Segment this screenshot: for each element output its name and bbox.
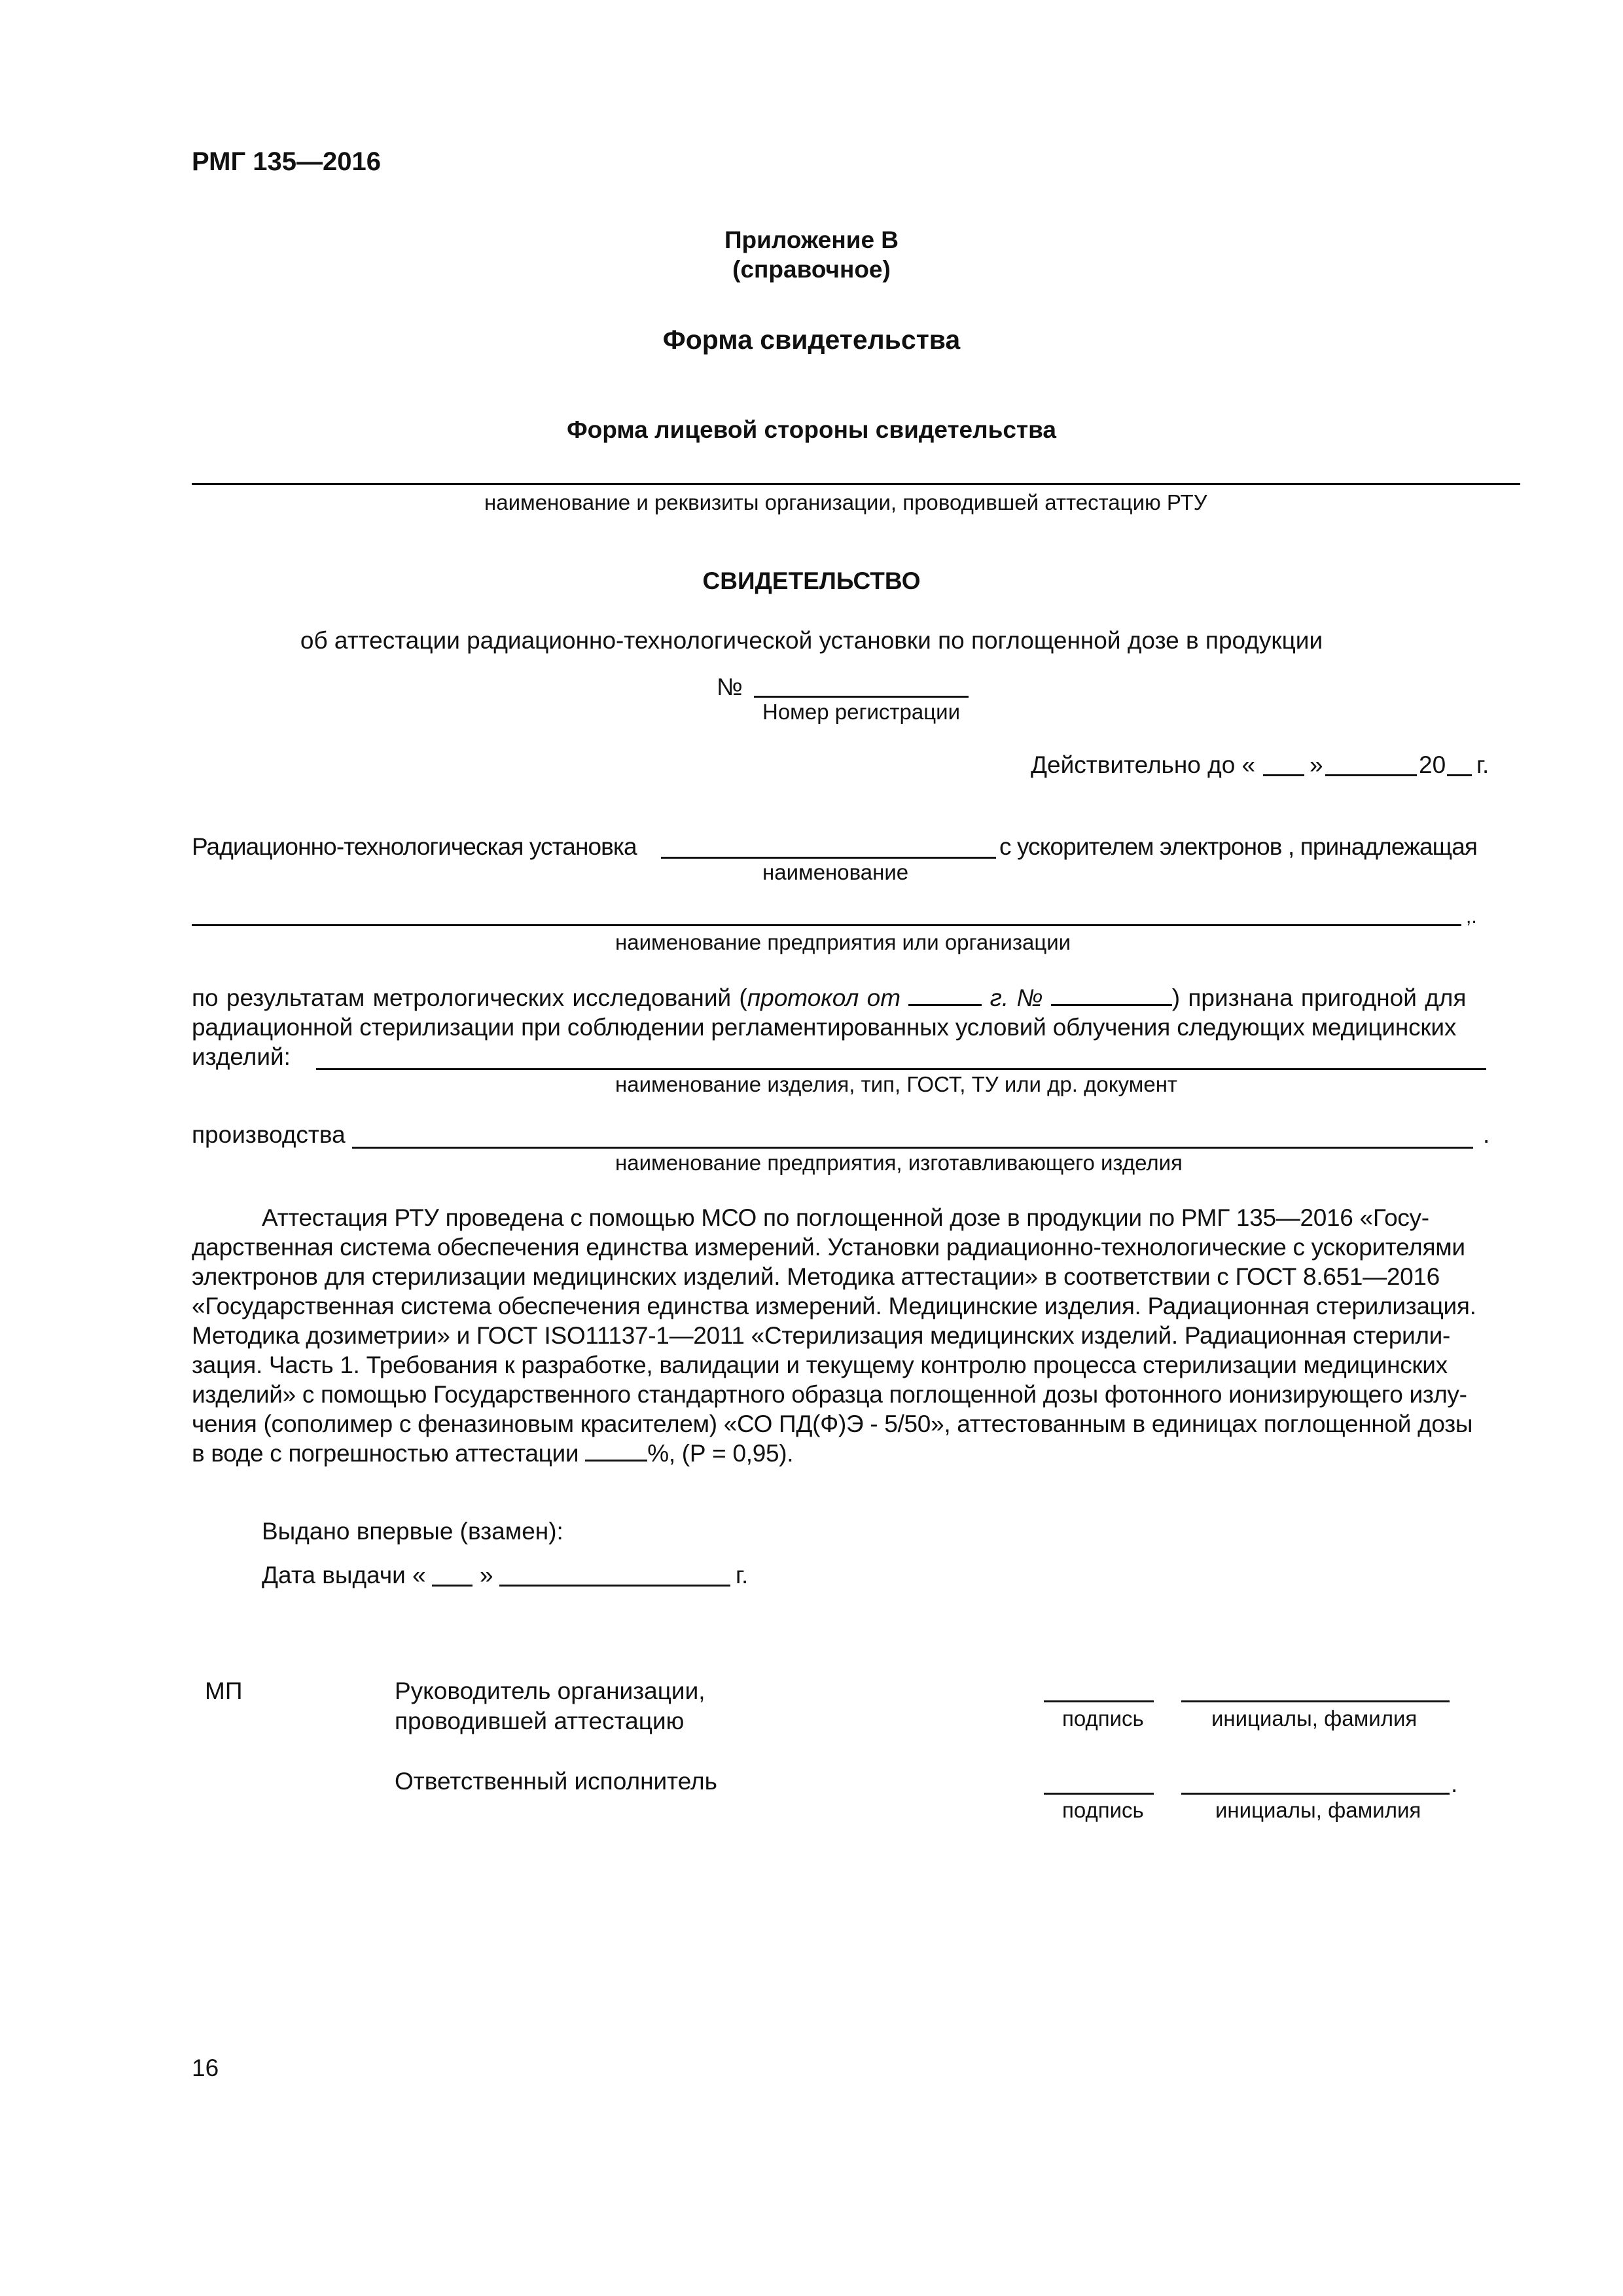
production-label: производства [192,1121,346,1148]
head-signature-caption: подпись [1062,1706,1144,1731]
attestation-line-6: зация. Часть 1. Требования к разработке, валидации и текущему контролю процесса стерилизации медицинских [192,1352,1448,1378]
attestation-line-3: электронов для стерилизации медицинских изделий. Методика аттестации» в соответствии с ГОСТ 8.651—2016 [192,1263,1440,1290]
protocol-number-label: г. № [990,984,1043,1011]
stamp-place: МП [205,1677,243,1704]
head-name-line [1181,1700,1450,1702]
installation-name-caption: наименование [762,860,909,884]
responsible-label: Ответственный исполнитель [395,1768,717,1795]
attestation-line-9a: в воде с погрешностью аттестации [192,1440,579,1467]
form-title: Форма свидетельства [662,325,961,355]
head-label-2: проводившей аттестацию [395,1708,685,1734]
appendix-title: Приложение В [724,226,899,253]
installation-suffix: с ускорителем электронов , принадлежащая [999,833,1478,860]
results-rest: ) признана пригодной для [1171,984,1467,1011]
issued-first: Выдано впервые (взамен): [262,1518,563,1545]
valid-year-prefix: 20 [1419,751,1446,778]
attestation-paragraph [192,1203,1520,1468]
results-lead: по результатам метрологических исследований ( [192,984,747,1011]
responsible-name-caption: инициалы, фамилия [1215,1798,1421,1822]
production-line [352,1147,1473,1149]
results-line-2: радиационной стерилизации при соблюдении регламентированных условий облучения следующих медицинских [192,1014,1457,1041]
certificate-subtitle: об аттестации радиационно-технологической установки по поглощенной дозе в продукции [300,627,1323,654]
certificate-title: СВИДЕТЕЛЬСТВО [702,567,921,594]
protocol-label: протокол от [747,984,901,1011]
attestation-line-8: чения (сополимер с феназиновым красителем) «СО ПД(Ф)Э - 5/50», аттестованным в единицах поглощенной дозы [192,1410,1473,1437]
number-line [754,696,969,698]
valid-quote-close: » [1310,751,1323,778]
installation-label: Радиационно-технологическая установка [192,833,637,860]
head-label-1: Руководитель организации, [395,1677,705,1704]
valid-month-line [1325,774,1417,776]
attestation-line-5: Методика дозиметрии» и ГОСТ ISO11137-1—2011 «Стерилизация медицинских изделий. Радиационная стерили- [192,1322,1451,1349]
org-line [192,483,1520,485]
owner-end-punct: ,. [1466,906,1477,927]
doc-code: РМГ 135—2016 [192,147,381,176]
issue-g: г. [736,1562,749,1588]
installation-name-line [661,857,996,859]
product-line [316,1068,1486,1070]
number-caption: Номер регистрации [762,700,961,724]
subsection-title: Форма лицевой стороны свидетельства [567,416,1056,443]
results-line-3: изделий: [192,1043,291,1070]
appendix-kind: (справочное) [732,256,891,283]
attestation-line-2: дарственная система обеспечения единства измерений. Установки радиационно-технологические с ускорителями [192,1234,1465,1261]
accuracy-line [585,1440,647,1462]
valid-day-line [1263,774,1304,776]
issue-month-line [499,1585,730,1587]
issue-quote-close: » [480,1562,493,1588]
attestation-line-9b: %, (Р = 0,95). [647,1440,794,1467]
responsible-name-line [1181,1793,1450,1795]
valid-until-text: Действительно до « [1031,751,1256,778]
head-signature-line [1044,1700,1154,1702]
results-paragraph [192,983,1520,1071]
valid-g: г. [1476,751,1489,778]
production-caption: наименование предприятия, изготавливающего изделия [615,1151,1183,1175]
head-name-caption: инициалы, фамилия [1211,1706,1418,1731]
owner-line [192,924,1461,926]
issue-date-label: Дата выдачи « [262,1562,426,1588]
attestation-line-7: изделий» с помощью Государственного стандартного образца поглощенной дозы фотонного ионизирующего излу- [192,1381,1467,1408]
protocol-number-line [1051,984,1172,1006]
issue-day-line [432,1585,473,1587]
org-caption: наименование и реквизиты организации, проводившей аттестацию РТУ [484,490,1207,514]
valid-year-line [1447,774,1472,776]
responsible-signature-caption: подпись [1062,1798,1144,1822]
production-end: . [1483,1121,1490,1148]
page-number: 16 [192,2054,219,2081]
protocol-date-line [908,984,982,1006]
attestation-line-4: «Государственная система обеспечения единства измерений. Медицинские изделия. Радиационная стерилизация. [192,1293,1476,1319]
attestation-line-1: Аттестация РТУ проведена с помощью МСО по поглощенной дозе в продукции по РМГ 135—2016 «Госу- [262,1204,1429,1231]
responsible-end-dot: . [1451,1770,1458,1797]
product-caption: наименование изделия, тип, ГОСТ, ТУ или др. документ [615,1072,1178,1096]
owner-caption: наименование предприятия или организации [615,930,1071,954]
responsible-signature-line [1044,1793,1154,1795]
number-label: № [717,673,743,700]
